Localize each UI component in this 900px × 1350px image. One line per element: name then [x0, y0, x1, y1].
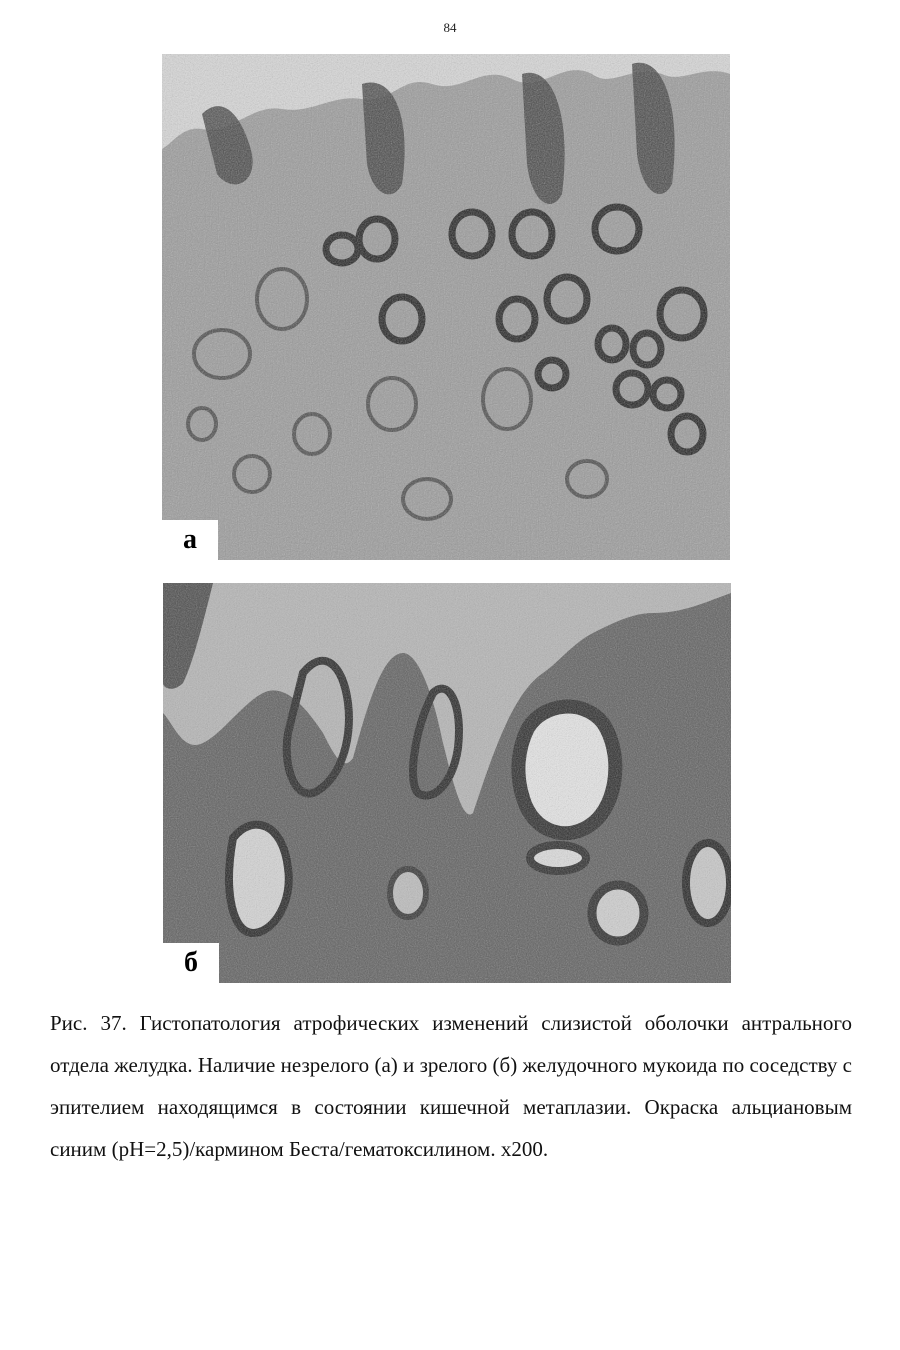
page-number: 84 [443, 20, 457, 35]
panel-label-b: б [163, 943, 219, 983]
micrograph-panel-a [162, 54, 730, 560]
micrograph-panel-b [163, 583, 731, 983]
histology-image-a [162, 54, 730, 560]
figure-caption: Рис. 37. Гистопатология атрофических изменений слизистой оболочки антрального отдела желудка. Наличие незрелого (а) и зрелого (б) желудочного мукоида по соседству с эпителием находящимся в состоянии кишечной метаплазии. Окраска альциановым синим (pH=2,5)/кармином Беста/гематоксилином. x200. [50, 1011, 852, 1161]
panel-label-a: а [162, 520, 218, 560]
histology-image-b [163, 583, 731, 983]
